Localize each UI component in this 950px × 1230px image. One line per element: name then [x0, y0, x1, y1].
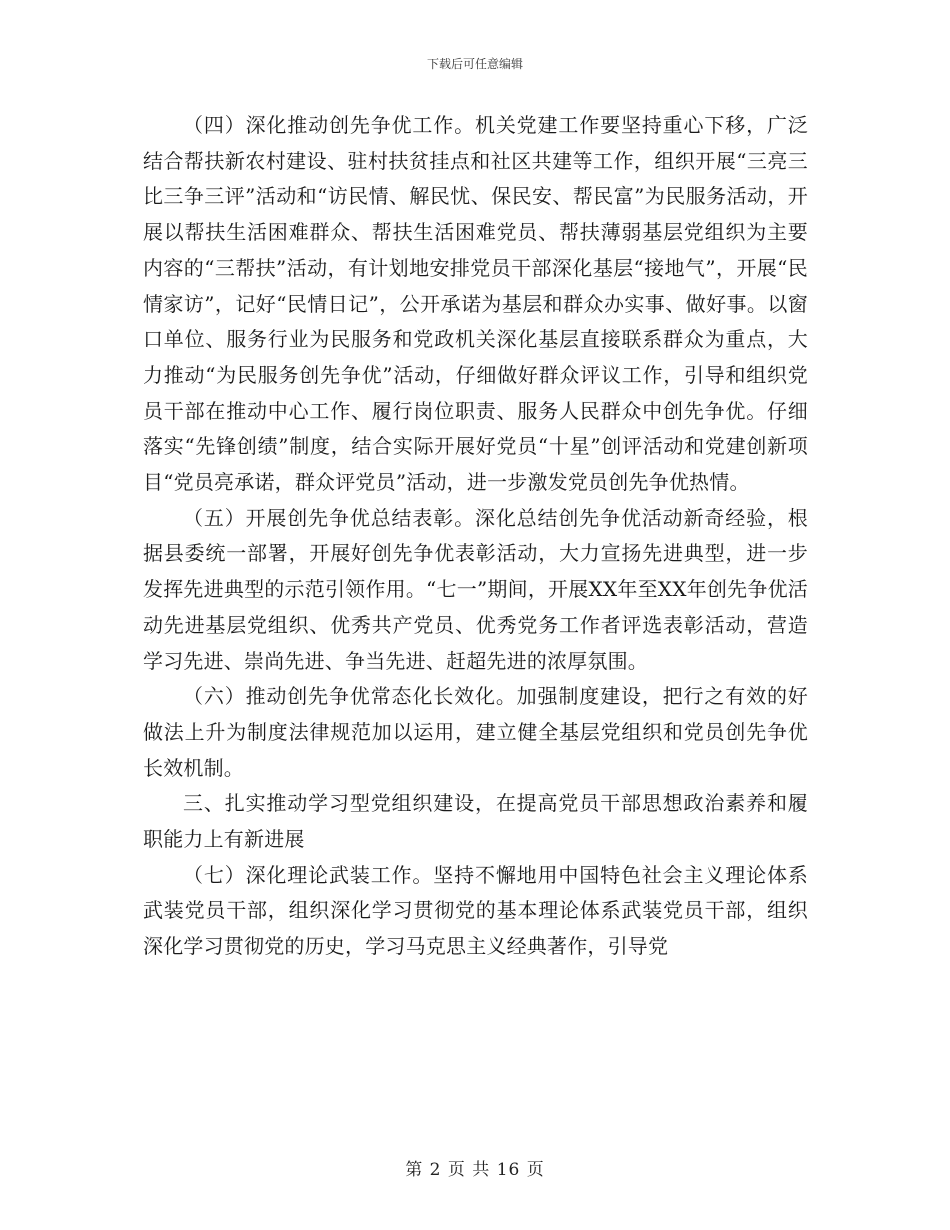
paragraph-6: （六）推动创先争优常态化长效化。加强制度建设，把行之有效的好做法上升为制度法律规范加以运用，建立健全基层党组织和党员创先争优长效机制。: [143, 684, 808, 780]
paragraph-5: （五）开展创先争优总结表彰。深化总结创先争优活动新奇经验，根据县委统一部署，开展好创先争优表彰活动，大力宣扬先进典型，进一步发挥先进典型的示范引领作用。“七一”期间，开展XX年至XX年创先争优活动先进基层党组织、优秀共产党员、优秀党务工作者评选表彰活动，营造学习先进、崇尚先进、争当先进、赶超先进的浓厚氛围。: [143, 505, 808, 673]
paragraph-4: （四）深化推动创先争优工作。机关党建工作要坚持重心下移，广泛结合帮扶新农村建设、驻村扶贫挂点和社区共建等工作，组织开展“三亮三比三争三评”活动和“访民情、解民忧、保民安、帮民富”为民服务活动，开展以帮扶生活困难群众、帮扶生活困难党员、帮扶薄弱基层党组织为主要内容的“三帮扶”活动，有计划地安排党员干部深化基层“接地气”，开展“民情家访”，记好“民情日记”，公开承诺为基层和群众办实事、做好事。以窗口单位、服务行业为民服务和党政机关深化基层直接联系群众为重点，大力推动“为民服务创先争优”活动，仔细做好群众评议工作，引导和组织党员干部在推动中心工作、履行岗位职责、服务人民群众中创先争优。仔细落实“先锋创绩”制度，结合实际开展好党员“十星”创评活动和党建创新项目“党员亮承诺，群众评党员”活动，进一步激发党员创先争优热情。: [143, 113, 808, 495]
document-body: [143, 108, 808, 965]
page-number: 第 2 页 共 16 页: [405, 1160, 545, 1180]
section-heading-3: 三、扎实推动学习型党组织建设，在提高党员干部思想政治素养和履职能力上有新进展: [143, 791, 808, 852]
page-header: 下载后可任意编辑: [426, 57, 523, 71]
paragraph-7: （七）深化理论武装工作。坚持不懈地用中国特色社会主义理论体系武装党员干部，组织深化学习贯彻党的基本理论体系武装党员干部，组织深化学习贯彻党的历史，学习马克思主义经典著作，引导党: [143, 862, 808, 959]
